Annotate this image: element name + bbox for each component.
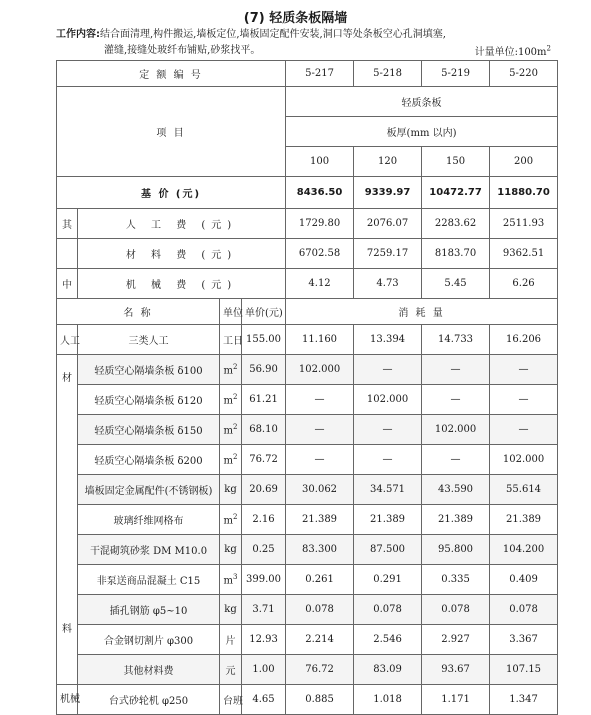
item-unit-text: m xyxy=(223,575,233,587)
thickness-value: 200 xyxy=(490,147,558,177)
cost-label: 机 械 费 (元) xyxy=(78,269,286,299)
item-unit-sup: 3 xyxy=(233,572,238,581)
item-name: 三类人工 xyxy=(78,325,220,355)
base-price-value: 8436.50 xyxy=(286,177,354,209)
page-title: (7) 轻质条板隔墙 xyxy=(243,11,348,26)
item-qty: — xyxy=(354,355,422,385)
item-name: 插孔钢筋 φ5~10 xyxy=(78,595,220,625)
cost-row xyxy=(57,239,558,269)
item-qty: — xyxy=(490,415,558,445)
item-price: 1.00 xyxy=(242,655,286,685)
item-qty: 0.261 xyxy=(286,565,354,595)
item-qty: 11.160 xyxy=(286,325,354,355)
work-content-line-2: 灌缝,接缝处玻纤布铺贴,砂浆找平。 xyxy=(104,45,261,56)
item-qty: 21.389 xyxy=(490,505,558,535)
item-name: 玻璃纤维网格布 xyxy=(78,505,220,535)
item-unit: 台班 xyxy=(220,685,242,715)
product-row xyxy=(57,87,558,117)
cost-value: 4.73 xyxy=(354,269,422,299)
item-qty: — xyxy=(490,355,558,385)
item-price: 399.00 xyxy=(242,565,286,595)
item-qty: 30.062 xyxy=(286,475,354,505)
work-content-line-1: 结合面清理,构件搬运,墙板定位,墙板固定配件安装,洞口等处条板空心孔洞填塞, xyxy=(100,29,446,40)
measurement-unit-value: 100m xyxy=(517,47,547,58)
unit-header: 单位 xyxy=(220,299,242,325)
cost-category-label: 中 xyxy=(57,269,78,299)
item-unit-text: m xyxy=(223,425,233,437)
base-price-label: 基 价 (元) xyxy=(57,177,286,209)
cost-value: 1729.80 xyxy=(286,209,354,239)
item-qty: 93.67 xyxy=(422,655,490,685)
cost-category-label xyxy=(57,239,78,269)
item-unit xyxy=(220,415,242,445)
quota-code: 5-218 xyxy=(354,61,422,87)
item-qty: 0.335 xyxy=(422,565,490,595)
thickness-label: 板厚(mm 以内) xyxy=(286,117,558,147)
item-qty: 0.078 xyxy=(286,595,354,625)
item-qty: — xyxy=(354,415,422,445)
item-price: 12.93 xyxy=(242,625,286,655)
quota-code-label: 定 额 编 号 xyxy=(57,61,286,87)
measurement-unit xyxy=(475,43,551,58)
item-name: 轻质空心隔墙条板 δ120 xyxy=(78,385,220,415)
cost-value: 8183.70 xyxy=(422,239,490,269)
quota-code-row xyxy=(57,61,558,87)
item-qty: 21.389 xyxy=(286,505,354,535)
item-qty: 95.800 xyxy=(422,535,490,565)
item-price: 155.00 xyxy=(242,325,286,355)
item-qty: 43.590 xyxy=(422,475,490,505)
quota-code: 5-220 xyxy=(490,61,558,87)
item-qty: 2.214 xyxy=(286,625,354,655)
item-unit-sup: 2 xyxy=(233,422,238,431)
material-row xyxy=(57,415,558,445)
thickness-value: 150 xyxy=(422,147,490,177)
item-qty: 55.614 xyxy=(490,475,558,505)
machine-category-label: 机械 xyxy=(57,685,78,715)
item-price: 61.21 xyxy=(242,385,286,415)
item-unit xyxy=(220,505,242,535)
item-label: 项 目 xyxy=(57,87,286,177)
cost-value: 2076.07 xyxy=(354,209,422,239)
labor-category-label: 人工 xyxy=(57,325,78,355)
name-header: 名 称 xyxy=(57,299,220,325)
cost-value: 4.12 xyxy=(286,269,354,299)
item-unit-text: m xyxy=(223,455,233,467)
cost-value: 7259.17 xyxy=(354,239,422,269)
item-unit: 元 xyxy=(220,655,242,685)
item-unit-text: m xyxy=(223,515,233,527)
item-unit-text: m xyxy=(223,395,233,407)
material-category-top: 材 xyxy=(62,373,72,384)
item-qty: 102.000 xyxy=(490,445,558,475)
item-name: 墙板固定金属配件(不锈钢板) xyxy=(78,475,220,505)
item-unit-sup: 2 xyxy=(233,392,238,401)
cost-value: 5.45 xyxy=(422,269,490,299)
price-header: 单价(元) xyxy=(242,299,286,325)
item-qty: — xyxy=(422,445,490,475)
work-content-label: 工作内容: xyxy=(56,29,100,40)
item-qty: — xyxy=(286,415,354,445)
item-qty: 0.078 xyxy=(422,595,490,625)
material-row xyxy=(57,445,558,475)
cost-label: 人 工 费 (元) xyxy=(78,209,286,239)
material-row xyxy=(57,625,558,655)
quota-code: 5-217 xyxy=(286,61,354,87)
thickness-value: 100 xyxy=(286,147,354,177)
material-category-label xyxy=(57,355,78,685)
material-row xyxy=(57,655,558,685)
material-row xyxy=(57,535,558,565)
item-price: 68.10 xyxy=(242,415,286,445)
item-price: 4.65 xyxy=(242,685,286,715)
item-unit: kg xyxy=(220,535,242,565)
item-qty: 0.885 xyxy=(286,685,354,715)
item-qty: 34.571 xyxy=(354,475,422,505)
item-name: 轻质空心隔墙条板 δ150 xyxy=(78,415,220,445)
item-price: 0.25 xyxy=(242,535,286,565)
item-qty: 107.15 xyxy=(490,655,558,685)
item-qty: 2.927 xyxy=(422,625,490,655)
item-price: 56.90 xyxy=(242,355,286,385)
item-name: 台式砂轮机 φ250 xyxy=(78,685,220,715)
item-qty: 102.000 xyxy=(354,385,422,415)
item-unit: 片 xyxy=(220,625,242,655)
item-name: 干混砌筑砂浆 DM M10.0 xyxy=(78,535,220,565)
material-row xyxy=(57,355,558,385)
material-row xyxy=(57,595,558,625)
item-unit-sup: 2 xyxy=(233,512,238,521)
material-row xyxy=(57,385,558,415)
item-unit xyxy=(220,445,242,475)
base-price-value: 10472.77 xyxy=(422,177,490,209)
item-qty: 83.300 xyxy=(286,535,354,565)
item-qty: 2.546 xyxy=(354,625,422,655)
item-qty: 1.018 xyxy=(354,685,422,715)
item-name: 轻质空心隔墙条板 δ200 xyxy=(78,445,220,475)
item-price: 2.16 xyxy=(242,505,286,535)
labor-row xyxy=(57,325,558,355)
item-name: 其他材料费 xyxy=(78,655,220,685)
cost-row xyxy=(57,269,558,299)
item-unit-text: m xyxy=(223,365,233,377)
item-unit: kg xyxy=(220,595,242,625)
cost-category-label: 其 xyxy=(57,209,78,239)
item-qty: 0.078 xyxy=(354,595,422,625)
base-price-value: 11880.70 xyxy=(490,177,558,209)
item-price: 3.71 xyxy=(242,595,286,625)
item-qty: 21.389 xyxy=(354,505,422,535)
base-price-row xyxy=(57,177,558,209)
measurement-unit-sup: 2 xyxy=(546,44,551,53)
item-qty: 16.206 xyxy=(490,325,558,355)
machine-row xyxy=(57,685,558,715)
item-qty: — xyxy=(286,445,354,475)
item-unit xyxy=(220,355,242,385)
item-name: 轻质空心隔墙条板 δ100 xyxy=(78,355,220,385)
item-qty: — xyxy=(422,385,490,415)
material-category-bottom: 料 xyxy=(62,624,72,635)
item-unit-sup: 2 xyxy=(233,362,238,371)
item-qty: 102.000 xyxy=(422,415,490,445)
item-qty: — xyxy=(286,385,354,415)
cost-value: 9362.51 xyxy=(490,239,558,269)
item-qty: 87.500 xyxy=(354,535,422,565)
measurement-unit-label: 计量单位: xyxy=(474,47,518,58)
item-name: 非泵送商品混凝土 C15 xyxy=(78,565,220,595)
cost-label: 材 料 费 (元) xyxy=(78,239,286,269)
item-qty: — xyxy=(422,355,490,385)
consumption-header-row xyxy=(57,299,558,325)
product-label: 轻质条板 xyxy=(286,87,558,117)
item-qty: 1.171 xyxy=(422,685,490,715)
item-qty: 102.000 xyxy=(286,355,354,385)
item-qty: 0.409 xyxy=(490,565,558,595)
cost-value: 6.26 xyxy=(490,269,558,299)
item-qty: 21.389 xyxy=(422,505,490,535)
item-price: 76.72 xyxy=(242,445,286,475)
cost-value: 6702.58 xyxy=(286,239,354,269)
quota-table xyxy=(56,60,558,715)
item-name: 合金钢切割片 φ300 xyxy=(78,625,220,655)
cost-value: 2511.93 xyxy=(490,209,558,239)
material-row xyxy=(57,565,558,595)
item-unit: kg xyxy=(220,475,242,505)
item-qty: 0.078 xyxy=(490,595,558,625)
material-row xyxy=(57,505,558,535)
item-unit xyxy=(220,385,242,415)
item-unit xyxy=(220,565,242,595)
consumption-header: 消 耗 量 xyxy=(286,299,558,325)
item-qty: 13.394 xyxy=(354,325,422,355)
thickness-value: 120 xyxy=(354,147,422,177)
item-qty: 1.347 xyxy=(490,685,558,715)
material-row xyxy=(57,475,558,505)
quota-code: 5-219 xyxy=(422,61,490,87)
item-qty: — xyxy=(490,385,558,415)
item-qty: 3.367 xyxy=(490,625,558,655)
item-qty: 83.09 xyxy=(354,655,422,685)
base-price-value: 9339.97 xyxy=(354,177,422,209)
item-unit-sup: 2 xyxy=(233,452,238,461)
item-qty: 104.200 xyxy=(490,535,558,565)
item-qty: 14.733 xyxy=(422,325,490,355)
item-unit: 工日 xyxy=(220,325,242,355)
item-price: 20.69 xyxy=(242,475,286,505)
cost-row xyxy=(57,209,558,239)
item-qty: 76.72 xyxy=(286,655,354,685)
item-qty: — xyxy=(354,445,422,475)
item-qty: 0.291 xyxy=(354,565,422,595)
cost-value: 2283.62 xyxy=(422,209,490,239)
